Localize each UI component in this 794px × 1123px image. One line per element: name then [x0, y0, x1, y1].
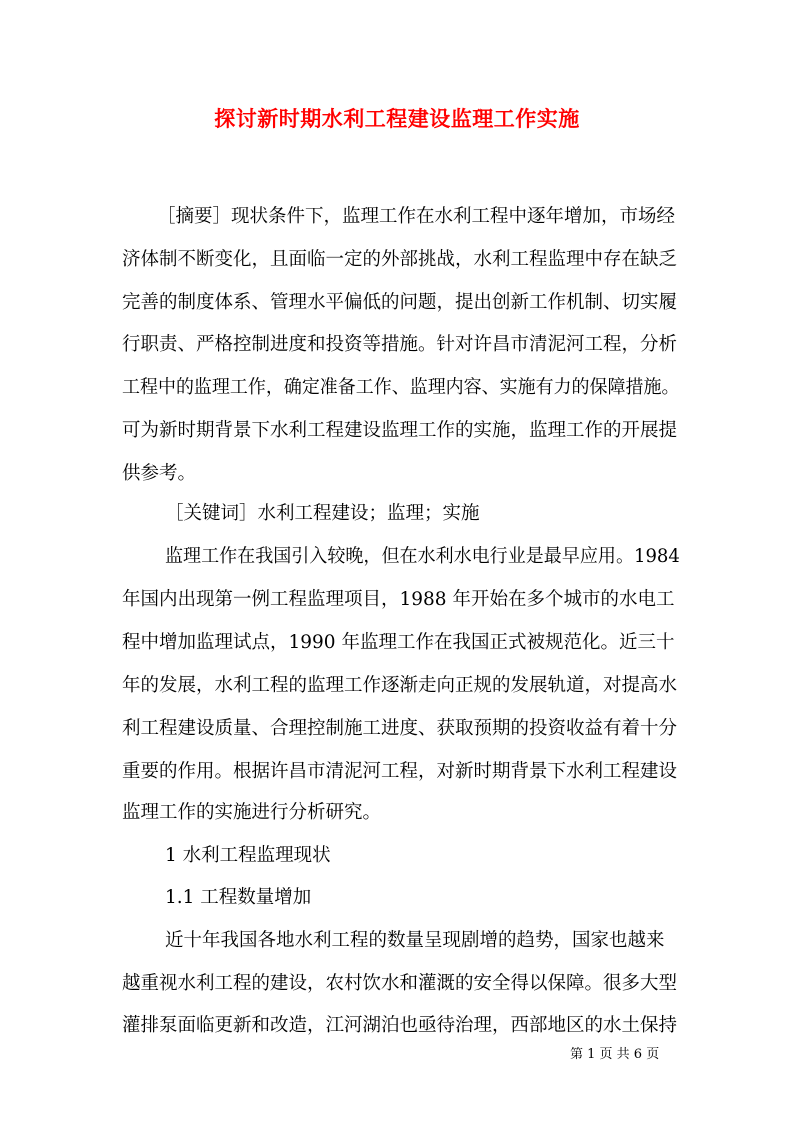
body-line: 越重视水利工程的建设，农村饮水和灌溉的安全得以保障。很多大型	[122, 973, 678, 994]
abstract-line: 供参考。	[122, 463, 197, 484]
keywords-line: ［关键词］水利工程建设；监理；实施	[165, 503, 480, 524]
document-title: 探讨新时期水利工程建设监理工作实施	[214, 106, 580, 131]
abstract-line: 行职责、严格控制进度和投资等措施。针对许昌市清泥河工程，分析	[122, 334, 678, 355]
section-heading: 1 水利工程监理现状	[165, 845, 331, 866]
body-line: 灌排泵面临更新和改造，江河湖泊也亟待治理，西部地区的水土保持	[122, 1015, 678, 1036]
intro-line: 年国内出现第一例工程监理项目，1988 年开始在多个城市的水电工	[122, 589, 675, 610]
body-line: 近十年我国各地水利工程的数量呈现剧增的趋势，国家也越来	[165, 930, 665, 951]
abstract-line: 完善的制度体系、管理水平偏低的问题，提出创新工作机制、切实履	[122, 292, 678, 313]
abstract-line: 工程中的监理工作，确定准备工作、监理内容、实施有力的保障措施。	[122, 377, 680, 398]
subsection-heading: 1.1 工程数量增加	[165, 887, 312, 908]
intro-line: 监理工作在我国引入较晚，但在水利水电行业是最早应用。1984	[165, 546, 680, 567]
intro-line: 程中增加监理试点，1990 年监理工作在我国正式被规范化。近三十	[122, 632, 675, 653]
abstract-line: ［摘要］现状条件下，监理工作在水利工程中逐年增加，市场经	[157, 206, 676, 227]
abstract-line: 济体制不断变化，且面临一定的外部挑战，水利工程监理中存在缺乏	[122, 249, 678, 270]
intro-line: 利工程建设质量、合理控制施工进度、获取预期的投资收益有着十分	[122, 718, 678, 739]
intro-line: 监理工作的实施进行分析研究。	[122, 802, 382, 823]
abstract-line: 可为新时期背景下水利工程建设监理工作的实施，监理工作的开展提	[122, 420, 678, 441]
intro-line: 年的发展，水利工程的监理工作逐渐走向正规的发展轨道，对提高水	[122, 675, 678, 696]
page-footer: 第 1 页 共 6 页	[570, 1047, 660, 1062]
intro-line: 重要的作用。根据许昌市清泥河工程，对新时期背景下水利工程建设	[122, 761, 678, 782]
